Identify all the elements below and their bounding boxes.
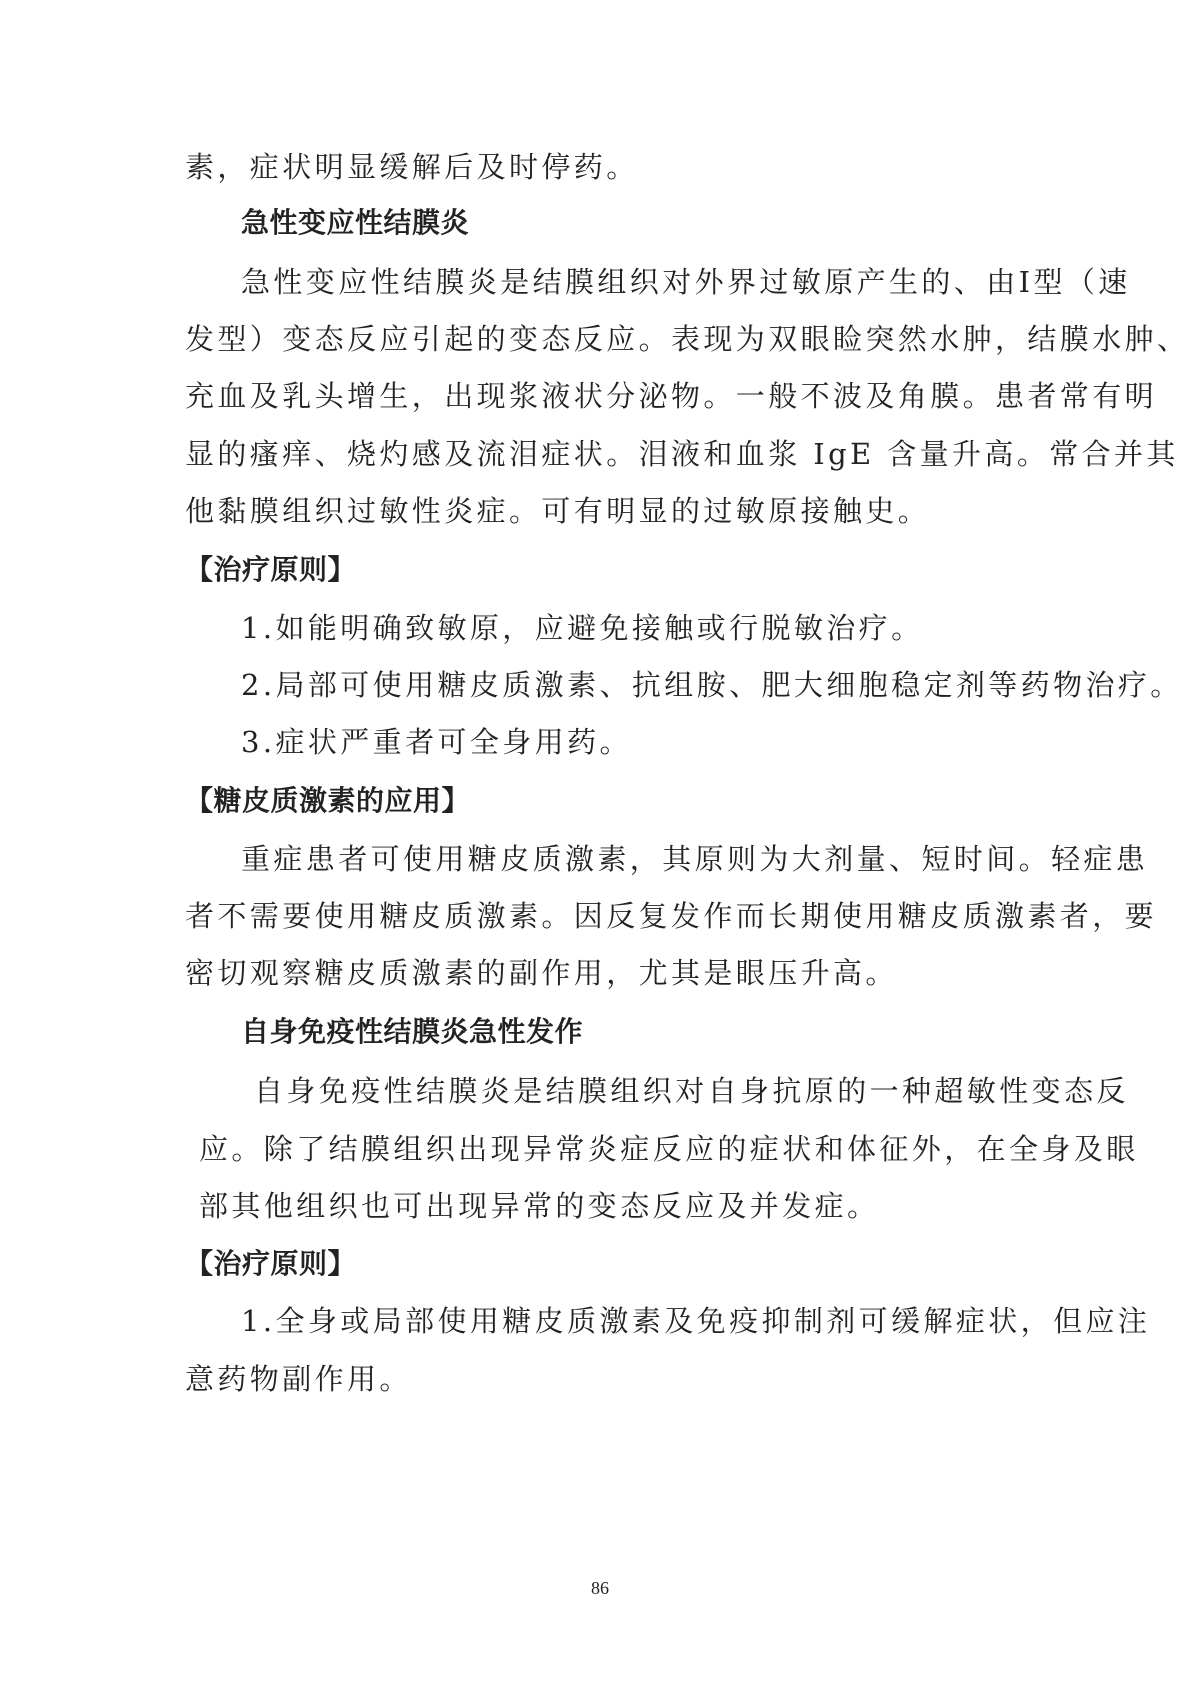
paragraph-line: 充血及乳头增生，出现浆液状分泌物。一般不波及角膜。患者常有明: [185, 379, 1158, 413]
paragraph-line: 素，症状明显缓解后及时停药。: [185, 150, 639, 184]
paragraph-line: 自身免疫性结膜炎是结膜组织对自身抗原的一种超敏性变态反: [254, 1074, 1129, 1108]
subsection-heading: 【糖皮质激素的应用】: [185, 784, 471, 817]
paragraph-line: 重症患者可使用糖皮质激素，其原则为大剂量、短时间。轻症患: [241, 842, 1149, 876]
paragraph-line: 显的瘙痒、烧灼感及流泪症状。泪液和血浆 IgE 含量升高。常合并其: [185, 437, 1179, 471]
subsection-heading: 【治疗原则】: [185, 1247, 357, 1280]
page-number: 86: [591, 1578, 609, 1598]
list-item: 1.如能明确致敏原，应避免接触或行脱敏治疗。: [241, 611, 924, 645]
list-item: 1.全身或局部使用糖皮质激素及免疫抑制剂可缓解症状，但应注: [241, 1304, 1151, 1338]
paragraph-line: 他黏膜组织过敏性炎症。可有明显的过敏原接触史。: [185, 494, 931, 528]
list-item: 3.症状严重者可全身用药。: [241, 725, 632, 759]
paragraph-line: 者不需要使用糖皮质激素。因反复发作而长期使用糖皮质激素者，要: [185, 899, 1158, 933]
paragraph-line: 发型）变态反应引起的变态反应。表现为双眼睑突然水肿，结膜水肿、: [185, 322, 1190, 356]
paragraph-line: 急性变应性结膜炎是结膜组织对外界过敏原产生的、由Ⅰ型（速: [241, 265, 1131, 299]
paragraph-line: 意药物副作用。: [185, 1362, 412, 1396]
paragraph-line: 密切观察糖皮质激素的副作用，尤其是眼压升高。: [185, 956, 898, 990]
section-heading: 急性变应性结膜炎: [241, 206, 470, 239]
paragraph-line: 应。除了结膜组织出现异常炎症反应的症状和体征外，在全身及眼: [199, 1132, 1139, 1166]
subsection-heading: 【治疗原则】: [185, 553, 357, 586]
list-item: 2.局部可使用糖皮质激素、抗组胺、肥大细胞稳定剂等药物治疗。: [241, 668, 1183, 702]
paragraph-line: 部其他组织也可出现异常的变态反应及并发症。: [199, 1189, 880, 1223]
section-heading: 自身免疫性结膜炎急性发作: [241, 1015, 584, 1048]
